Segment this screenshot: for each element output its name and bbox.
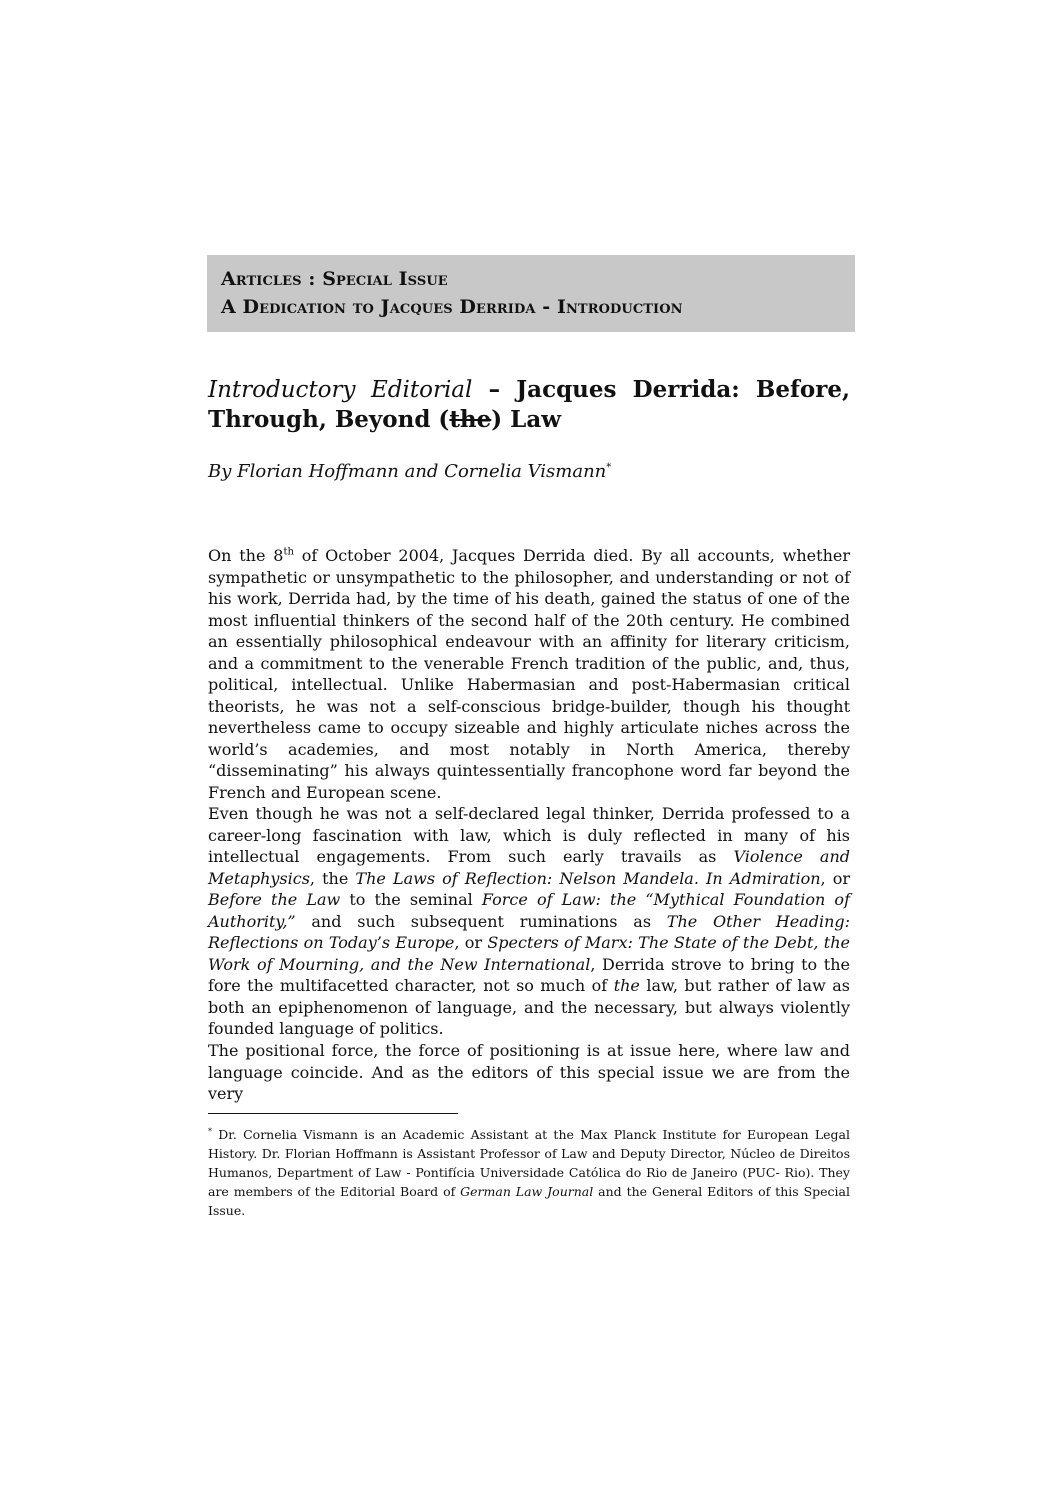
paragraph-1	[208, 545, 850, 803]
p1-ordinal-sup: th	[283, 546, 294, 558]
p2-t6: , or	[454, 933, 488, 952]
section-label: Articles : Special Issue	[221, 268, 448, 290]
p1-text-b: of October 2004, Jacques Derrida died. By all accounts, whether sympathetic or unsympathetic to the philosopher, and understanding or not of his work, Derrida had, by the time of his death, gained the status of one of the most influential thinkers of the second half of the 20th century. He combined an essentially philosophical endeavour with an affinity for literary criticism, and a commitment to the venerable French tradition of the public, and, thus, political, intellectual. Unlike Habermasian and post-Habermasian critical theorists, he was not a self-conscious bridge-builder, though his thought nevertheless came to occupy sizeable and highly articulate niches across the world’s academies, and most notably in North America, thereby “disseminating” his always quintessentially francophone word far beyond the French and European scene.	[208, 546, 850, 802]
p2-emphasis-the: the	[613, 976, 640, 995]
article-title	[208, 375, 850, 435]
issue-title: A Dedication to Jacques Derrida - Introduction	[221, 296, 683, 318]
p2-work-title-4: Force of Law: the “Mythical Foundation of Authority,”	[208, 890, 850, 931]
footnote-divider	[208, 1113, 458, 1114]
author-byline	[208, 455, 850, 485]
section-header-banner	[207, 255, 855, 332]
p2-work-title-1: Violence and Metaphysics	[208, 847, 851, 888]
title-dash: –	[472, 376, 517, 403]
p2-t1: Even though he was not a self-declared legal thinker, Derrida professed to a career-long fascination with law, which is duly reflected in many of his intellectual engagements. From such early travails as	[208, 804, 850, 866]
footnote-t1: Dr. Cornelia Vismann is an Academic Assistant at the Max Planck Institute for European Legal History. Dr. Florian Hoffmann is Assistant Professor of Law and Deputy Director, Núcleo de Direitos Humanos, Department of Law - Pontifícia Universidade Católica do Rio de Janeiro (PUC- Rio). They are members of the Editorial Board of	[208, 1127, 850, 1199]
p2-t8: law, but rather of law as both an epiphenomenon of language, and the necessary, but always violently founded language of politics.	[208, 976, 851, 1038]
p1-text-a: On the 8	[208, 546, 284, 565]
p2-t4: to the seminal	[340, 890, 482, 909]
byline-footnote-mark: *	[606, 462, 612, 473]
title-italic-part: Introductory Editorial	[208, 377, 473, 403]
footnote-mark: *	[208, 1126, 212, 1136]
footnote	[208, 1125, 850, 1220]
p2-work-title-6: Specters of Marx: The State of the Debt, the Work of Mourning, and the New International	[208, 933, 850, 974]
p2-t7: , Derrida strove to bring to the fore the multifacetted character, not so much of	[208, 954, 850, 995]
p2-t3: , or	[820, 868, 851, 888]
paragraph-2	[208, 803, 850, 1040]
p2-work-title-2: The Laws of Reflection: Nelson Mandela. In Admiration	[355, 868, 821, 888]
footnote-t2: and the General Editors of this Special Issue.	[208, 1184, 850, 1218]
p2-t5: and such subsequent ruminations as	[295, 911, 667, 931]
paragraph-3	[208, 1040, 850, 1105]
p2-t2: , the	[309, 868, 356, 888]
p2-work-title-5: The Other Heading: Reflections on Today’s Europe	[208, 911, 850, 952]
footnote-journal-name: German Law Journal	[460, 1184, 594, 1199]
p2-work-title-3: Before the Law	[208, 890, 341, 909]
title-main-part-1: Jacques Derrida: Before, Through, Beyond (	[208, 376, 850, 433]
p3-text: The positional force, the force of positioning is at issue here, where law and language coincide. And as the editors of this special issue we are from the very	[208, 1041, 850, 1103]
byline-text: By Florian Hoffmann and Cornelia Vismann	[208, 461, 607, 482]
title-struck-word: the	[449, 406, 492, 433]
title-main-part-2: ) Law	[491, 406, 562, 433]
